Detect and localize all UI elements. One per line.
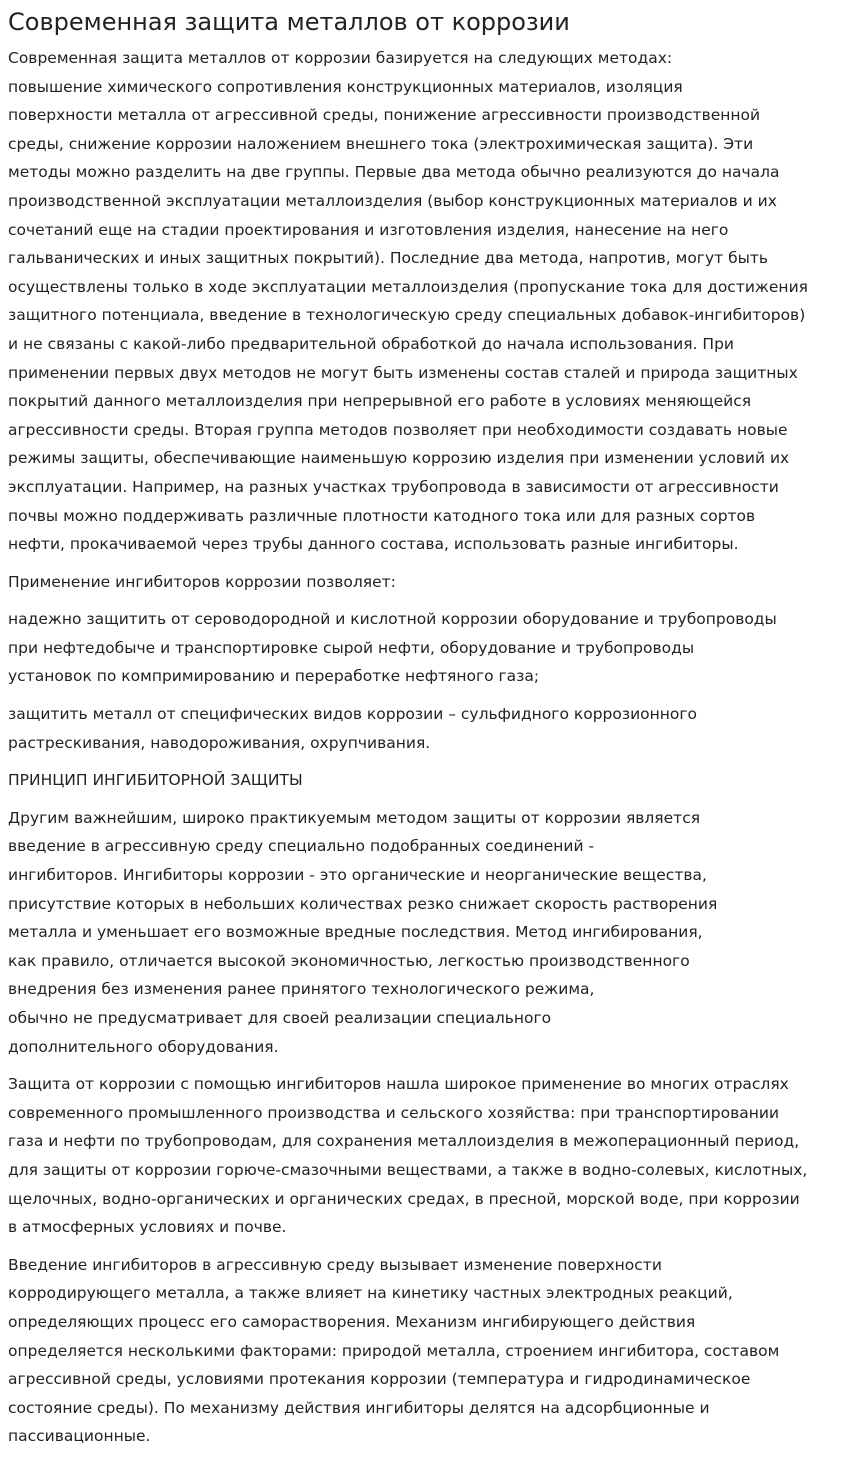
section-heading: ПРИНЦИП ИНГИБИТОРНОЙ ЗАЩИТЫ [8, 771, 303, 790]
paragraph-inhibitors-benefit-1: надежно защитить от сероводородной и кислотной коррозии оборудование и трубопроводы при нефтедобыче и транспортировке сырой нефти, оборудование и трубопроводы установок по компримированию и переработке нефтяного газа; [8, 610, 777, 686]
paragraph-inhibitors-intro: Применение ингибиторов коррозии позволяет: [8, 572, 396, 591]
paragraph-inhibition-mechanism: Введение ингибиторов в агрессивную среду вызывает изменение поверхности корродирующего металла, а также влияет на кинетику частных электродных реакций, определяющих процесс его саморастворения. Механизм ингибирующего действия определяется несколькими факторами: природой металла, строением ингибитора, составом агрессивной среды, условиями протекания коррозии (температура и гидродинамическое состояние среды). По механизму действия ингибиторы делятся на адсорбционные и пассивационные. [8, 1255, 780, 1446]
page-title: Современная защита металлов от коррозии [8, 8, 570, 36]
paragraph-inhibitors-benefit-2: защитить металл от специфических видов коррозии – сульфидного коррозионного растрескивания, наводороживания, охрупчивания. [8, 705, 698, 752]
paragraph-inhibition-method: Другим важнейшим, широко практикуемым методом защиты от коррозии является введение в агрессивную среду специально подобранных соединений - ингибиторов. Ингибиторы коррозии - это органические и неорганические вещества, присутствие которых в небольших количествах резко снижает скорость растворения металла и уменьшает его возможные вредные последствия. Метод ингибирования, как правило, отличается высокой экономичностью, легкостью производственного внедрения без изменения ранее принятого технологического режима, обычно не предусматривает для своей реализации специального дополнительного оборудования. [8, 808, 718, 1056]
paragraph-inhibition-applications: Защита от коррозии с помощью ингибиторов нашла широкое применение во многих отраслях современного промышленного производства и сельского хозяйства: при транспортировании газа и нефти по трубопроводам, для сохранения металлоизделия в межоперационный период, для защиты от коррозии горюче-смазочными веществами, а также в водно-солевых, кислотных, щелочных, водно-органических и органических средах, в пресной, морской воде, при коррозии в атмосферных условиях и почве. [8, 1075, 808, 1237]
paragraph-methods-overview: Современная защита металлов от коррозии базируется на следующих методах: повышение химического сопротивления конструкционных материалов, изоляция поверхности металла от агрессивной среды, понижение агрессивности производственной среды, снижение коррозии наложением внешнего тока (электрохимическая защита). Эти методы можно разделить на две группы. Первые два метода обычно реализуются до начала производственной эксплуатации металлоизделия (выбор конструкционных материалов и их сочетаний еще на стадии проектирования и изготовления изделия, нанесение на него гальванических и иных защитных покрытий). Последние два метода, напротив, могут быть осуществлены только в ходе эксплуатации металлоизделия (пропускание тока для достижения защитного потенциала, введение в технологическую среду специальных добавок-ингибиторов) и не связаны с какой-либо предварительной обработкой до начала использования. При применении первых двух методов не могут быть изменены состав сталей и природа защитных покрытий данного металлоизделия при непрерывной его работе в условиях меняющейся агрессивности среды. Вторая группа методов позволяет при необходимости создавать новые режимы защиты, обеспечивающие наименьшую коррозию изделия при изменении условий их эксплуатации. Например, на разных участках трубопровода в зависимости от агрессивности почвы можно поддерживать различные плотности катодного тока или для разных сортов нефти, прокачиваемой через трубы данного состава, использовать разные ингибиторы. [8, 49, 808, 554]
